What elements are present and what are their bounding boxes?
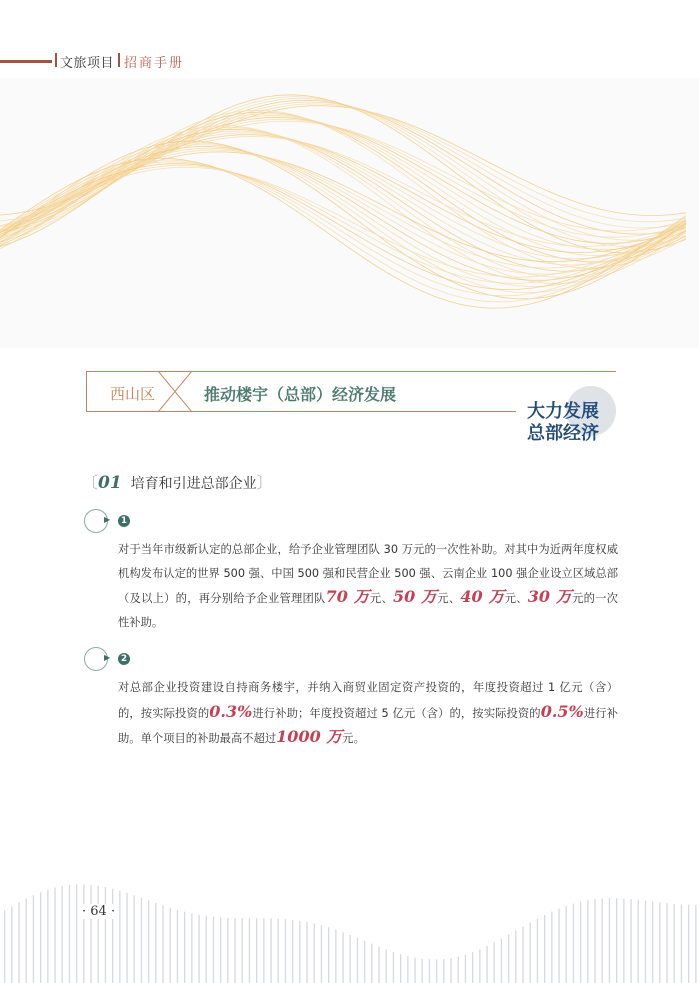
decor-bar xyxy=(544,915,545,983)
decor-bar xyxy=(206,916,207,983)
decor-bar xyxy=(177,910,178,983)
paragraph-text: 对总部企业投资建设自持商务楼宇，并纳入商贸业固定资产投资的，年度投资超过 1 亿元（含）的，按实际投资的 xyxy=(118,681,618,720)
item-number-badge: 1 xyxy=(118,515,130,527)
arrow-right-icon: ▶ xyxy=(104,515,111,524)
banner-cross-divider xyxy=(158,371,192,413)
decor-bar xyxy=(119,891,120,983)
decor-bar xyxy=(76,884,77,983)
decor-bar xyxy=(515,931,516,983)
wave-line xyxy=(0,102,686,228)
decor-bar xyxy=(630,899,631,983)
decor-bar xyxy=(112,889,113,983)
subsection-number: 01 xyxy=(98,473,122,493)
decor-bar xyxy=(450,958,451,983)
decor-bar xyxy=(580,902,581,983)
decor-bar xyxy=(26,899,27,983)
decor-bar xyxy=(573,904,574,983)
decor-bar xyxy=(472,952,473,983)
decor-bar xyxy=(162,905,163,983)
decor-bar xyxy=(126,893,127,983)
decor-bar xyxy=(659,902,660,983)
decor-bar xyxy=(40,892,41,983)
highlight-amount: 40 万 xyxy=(460,587,505,606)
decor-bar xyxy=(602,899,603,983)
decor-bar xyxy=(458,957,459,983)
decor-bar xyxy=(609,898,610,983)
paragraph-text: 元、 xyxy=(504,592,528,605)
decor-bar xyxy=(191,913,192,983)
decor-bar xyxy=(184,912,185,983)
decor-bar xyxy=(335,930,336,983)
decor-bar xyxy=(33,895,34,983)
arrow-right-icon: ▶ xyxy=(104,653,111,662)
wave-line xyxy=(0,95,686,253)
decor-bar xyxy=(479,949,480,983)
paragraph-text: 进行补助。单个项目的补助最高不超过 xyxy=(118,706,618,745)
decor-bar xyxy=(148,900,149,983)
header-divider xyxy=(118,53,120,67)
decor-bar xyxy=(342,932,343,983)
subsection-title: 培育和引进总部企业 xyxy=(130,476,257,492)
wave-lines-graphic xyxy=(0,78,699,348)
wave-line xyxy=(0,145,686,287)
wave-line xyxy=(0,121,686,231)
wave-line xyxy=(0,152,686,262)
decor-bar xyxy=(522,927,523,983)
decor-bar xyxy=(688,905,689,983)
decor-bar xyxy=(645,901,646,983)
slogan-line-2: 总部经济 xyxy=(527,423,599,444)
decor-bar xyxy=(400,954,401,983)
decor-bar xyxy=(249,918,250,983)
district-label: 西山区 xyxy=(110,385,156,403)
decor-bar xyxy=(494,942,495,983)
header-subtitle: 招商手册 xyxy=(124,56,185,71)
decor-bar xyxy=(90,885,91,983)
paragraph-text: 元。 xyxy=(342,732,365,745)
decor-bar xyxy=(587,900,588,983)
decor-bar xyxy=(386,949,387,983)
decor-bar xyxy=(357,938,358,983)
decor-bar xyxy=(220,917,221,983)
subsection-heading xyxy=(82,470,273,493)
decor-bar xyxy=(299,921,300,983)
decor-bar xyxy=(54,888,55,983)
item-paragraph xyxy=(118,538,618,634)
item-number-badge: 2 xyxy=(118,653,130,665)
decor-bar xyxy=(4,910,5,983)
decor-bar xyxy=(306,922,307,983)
decor-bar xyxy=(198,915,199,983)
decor-bar xyxy=(62,886,63,983)
highlight-amount: 0.3% xyxy=(209,701,253,721)
decor-bar xyxy=(443,959,444,983)
decor-bar xyxy=(285,919,286,983)
decor-bar xyxy=(263,918,264,983)
decor-bar xyxy=(422,959,423,983)
decor-bar xyxy=(537,919,538,983)
decor-bar xyxy=(270,918,271,983)
header-accent-line xyxy=(0,60,52,63)
slogan-line-1: 大力发展 xyxy=(527,401,599,422)
highlight-amount: 50 万 xyxy=(392,587,438,606)
left-bracket-icon: 〔 xyxy=(82,473,99,492)
decor-bar xyxy=(278,919,279,983)
decor-bar xyxy=(695,905,696,983)
wave-line xyxy=(0,141,686,299)
banner-bottom-line xyxy=(86,411,516,412)
decor-bar xyxy=(155,903,156,983)
decor-bar xyxy=(141,898,142,983)
decor-bar xyxy=(393,952,394,983)
decor-bar xyxy=(407,956,408,983)
decor-bar xyxy=(371,944,372,983)
decor-bar xyxy=(227,918,228,983)
decor-bar xyxy=(213,917,214,983)
header-section-title: 文旅项目 xyxy=(60,56,115,71)
decor-bar xyxy=(292,920,293,983)
decor-bar xyxy=(105,887,106,983)
header-divider xyxy=(55,53,57,67)
decor-bar xyxy=(616,898,617,983)
decor-bar xyxy=(98,886,99,983)
decor-bar xyxy=(508,935,509,983)
decor-bar xyxy=(436,960,437,983)
decor-bar xyxy=(83,884,84,983)
highlight-amount: 0.5% xyxy=(540,701,584,721)
decor-bar xyxy=(69,885,70,983)
decor-bar xyxy=(566,906,567,983)
decor-bar xyxy=(314,924,315,983)
decor-bar xyxy=(234,918,235,983)
banner-title: 推动楼宇（总部）经济发展 xyxy=(204,385,397,404)
decor-bar xyxy=(18,902,19,983)
paragraph-text: 元、 xyxy=(369,592,393,605)
decor-bar xyxy=(486,946,487,983)
highlight-amount: 30 万 xyxy=(527,587,573,606)
right-bracket-icon: 〕 xyxy=(256,473,273,492)
decor-bar xyxy=(321,925,322,983)
decor-bar xyxy=(350,935,351,983)
slogan xyxy=(527,401,599,445)
decor-bar xyxy=(501,939,502,983)
decor-bar xyxy=(594,899,595,983)
paragraph-text: 元、 xyxy=(437,592,461,605)
decor-bar xyxy=(465,955,466,983)
decor-bar xyxy=(328,927,329,983)
decor-bar xyxy=(47,890,48,983)
banner-left-line xyxy=(86,371,87,412)
decor-bar xyxy=(414,958,415,983)
decor-bar xyxy=(11,906,12,983)
decor-bar xyxy=(242,918,243,983)
decor-bar xyxy=(170,908,171,983)
wave-line xyxy=(0,131,686,265)
decor-bar xyxy=(134,895,135,983)
decor-bar xyxy=(530,923,531,983)
wave-line xyxy=(0,136,686,246)
wave-line xyxy=(0,106,686,216)
golden-wave-banner-image xyxy=(0,78,699,348)
decor-bar xyxy=(429,959,430,983)
highlight-amount: 1000 万 xyxy=(276,727,343,746)
highlight-amount: 70 万 xyxy=(325,587,370,606)
decor-bar xyxy=(378,947,379,983)
decor-bar xyxy=(681,904,682,983)
decor-bar xyxy=(674,904,675,983)
page-number: · 64 · xyxy=(82,904,116,919)
paragraph-text: 进行补助；年度投资超过 5 亿元（含）的，按实际投资的 xyxy=(252,706,541,720)
paragraph-text: 元的一次性补助。 xyxy=(118,592,618,629)
decor-bar xyxy=(256,918,257,983)
decor-bar xyxy=(638,900,639,983)
decor-bar xyxy=(551,912,552,983)
paragraph-text: 对于当年市级新认定的总部企业，给予企业管理团队 30 万元的一次性补助。对其中为近两年度权威机构发布认定的世界 500 强、中国 500 强和民营企业 500 强、云南企业 100 强企业设立区域总部（及以上）的，再分别给予企业管理团队 xyxy=(118,543,618,605)
decor-bar xyxy=(623,899,624,983)
decor-bar xyxy=(666,903,667,983)
item-paragraph xyxy=(118,676,618,751)
decor-bar xyxy=(558,909,559,983)
wave-line xyxy=(0,150,686,268)
decor-bar xyxy=(364,941,365,983)
decor-bar xyxy=(652,902,653,983)
